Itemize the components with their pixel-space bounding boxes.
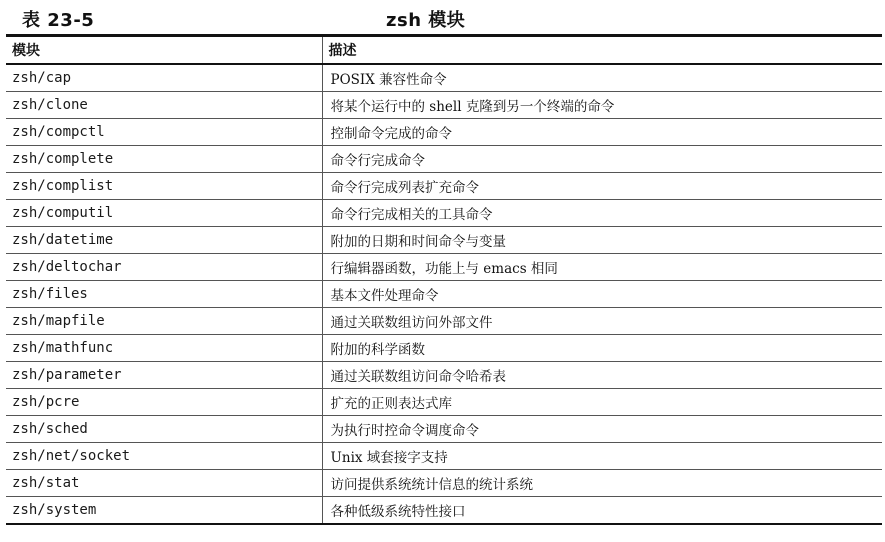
module-name-cell <box>6 335 322 362</box>
column-header-module: 模块 <box>6 36 322 65</box>
module-description: 通过关联数组访问命令哈希表 <box>330 369 506 385</box>
module-description: 扩充的正则表达式库 <box>330 396 452 412</box>
module-name-cell <box>6 173 322 200</box>
module-description-cell <box>322 443 882 470</box>
column-header-description: 描述 <box>322 36 882 65</box>
table-row <box>6 281 882 308</box>
module-description-cell <box>322 308 882 335</box>
module-description: 各种低级系统特性接口 <box>330 504 466 520</box>
module-name: zsh/deltochar <box>12 259 122 275</box>
module-name: zsh/computil <box>12 205 114 221</box>
module-description-cell <box>322 470 882 497</box>
module-description: 为执行时控命令调度命令 <box>330 423 479 439</box>
module-description: 控制命令完成的命令 <box>330 126 452 142</box>
module-description-cell <box>322 281 882 308</box>
table-row <box>6 470 882 497</box>
table-row <box>6 92 882 119</box>
module-name: zsh/net/socket <box>12 448 131 464</box>
module-description: 附加的科学函数 <box>330 342 425 358</box>
module-description: 命令行完成命令 <box>330 153 425 169</box>
module-description: 附加的日期和时间命令与变量 <box>330 234 506 250</box>
module-name-cell <box>6 227 322 254</box>
module-name: zsh/parameter <box>12 367 122 383</box>
table-row <box>6 362 882 389</box>
table-row <box>6 335 882 362</box>
module-description: Unix 域套接字支持 <box>330 450 448 466</box>
table-number: 表 23-5 <box>22 10 95 31</box>
module-description: 行编辑器函数，功能上与 emacs 相同 <box>330 261 558 277</box>
module-name: zsh/files <box>12 286 88 302</box>
module-name-cell <box>6 200 322 227</box>
module-description-cell <box>322 173 882 200</box>
module-name: zsh/complist <box>12 178 114 194</box>
table-row <box>6 227 882 254</box>
module-name-cell <box>6 443 322 470</box>
module-description-cell <box>322 335 882 362</box>
module-description: 命令行完成相关的工具命令 <box>330 207 493 223</box>
module-name-cell <box>6 146 322 173</box>
modules-table-container <box>6 34 882 525</box>
table-row <box>6 308 882 335</box>
table-row <box>6 146 882 173</box>
module-name-cell <box>6 470 322 497</box>
module-description: 访问提供系统统计信息的统计系统 <box>330 477 533 493</box>
module-description: 基本文件处理命令 <box>330 288 439 304</box>
module-name: zsh/cap <box>12 70 72 86</box>
module-name-cell <box>6 64 322 92</box>
table-row <box>6 416 882 443</box>
table-row <box>6 389 882 416</box>
module-description-cell <box>322 254 882 281</box>
table-row <box>6 200 882 227</box>
module-name-cell <box>6 416 322 443</box>
table-title: zsh 模块 <box>386 10 466 31</box>
module-name: zsh/stat <box>12 475 80 491</box>
table-row <box>6 443 882 470</box>
table-header <box>6 36 882 65</box>
module-name-cell <box>6 389 322 416</box>
module-description: 命令行完成列表扩充命令 <box>330 180 479 196</box>
module-name: zsh/complete <box>12 151 114 167</box>
module-description: 将某个运行中的 shell 克隆到另一个终端的命令 <box>330 99 615 115</box>
module-name: zsh/mapfile <box>12 313 105 329</box>
table-row <box>6 64 882 92</box>
module-description-cell <box>322 362 882 389</box>
module-name: zsh/compctl <box>12 124 105 140</box>
module-name-cell <box>6 119 322 146</box>
module-description-cell <box>322 64 882 92</box>
module-name-cell <box>6 92 322 119</box>
module-description-cell <box>322 227 882 254</box>
module-name: zsh/clone <box>12 97 88 113</box>
module-description-cell <box>322 200 882 227</box>
table-row <box>6 173 882 200</box>
module-description: POSIX 兼容性命令 <box>330 72 447 88</box>
table-row <box>6 119 882 146</box>
module-name: zsh/datetime <box>12 232 114 248</box>
table-row <box>6 497 882 525</box>
module-name-cell <box>6 308 322 335</box>
module-name-cell <box>6 497 322 525</box>
module-description-cell <box>322 497 882 525</box>
module-name: zsh/system <box>12 502 97 518</box>
module-name: zsh/pcre <box>12 394 80 410</box>
module-name-cell <box>6 281 322 308</box>
module-description-cell <box>322 146 882 173</box>
module-description: 通过关联数组访问外部文件 <box>330 315 493 331</box>
modules-table <box>6 34 882 525</box>
module-name: zsh/mathfunc <box>12 340 114 356</box>
module-name-cell <box>6 362 322 389</box>
header-row <box>6 36 882 65</box>
module-description-cell <box>322 119 882 146</box>
module-name-cell <box>6 254 322 281</box>
module-description-cell <box>322 389 882 416</box>
module-name: zsh/sched <box>12 421 88 437</box>
module-description-cell <box>322 416 882 443</box>
table-row <box>6 254 882 281</box>
module-description-cell <box>322 92 882 119</box>
table-body <box>6 64 882 524</box>
